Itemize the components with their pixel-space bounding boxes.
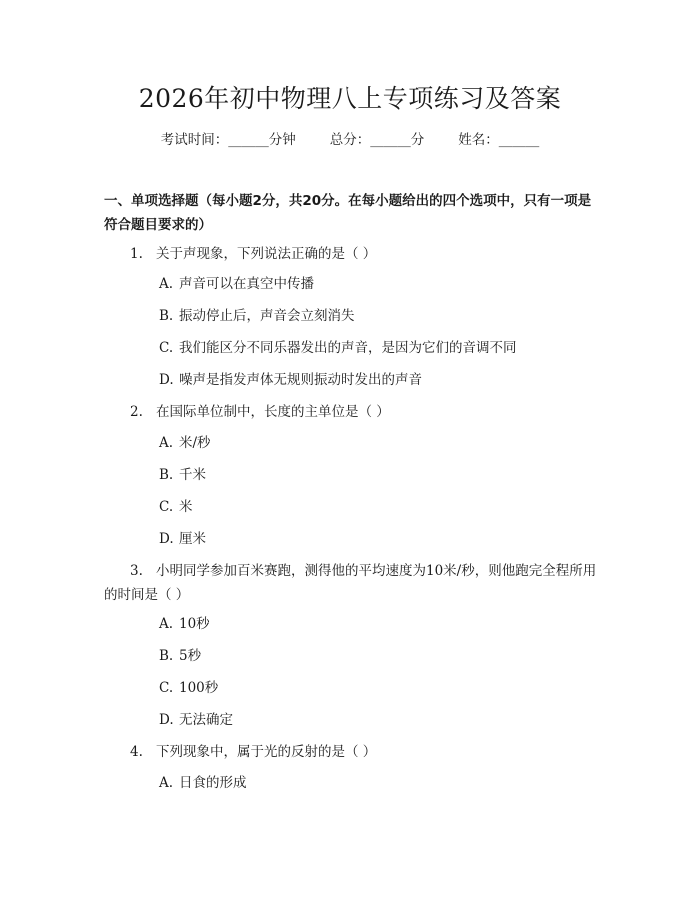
question-2-option-a <box>159 433 211 453</box>
question-text: 关于声现象，下列说法正确的是（ ） <box>156 246 377 262</box>
option-text: 我们能区分不同乐器发出的声音，是因为它们的音调不同 <box>179 340 517 356</box>
question-1-option-b <box>159 306 355 326</box>
page-title: 2026年初中物理八上专项练习及答案 <box>138 84 562 113</box>
question-text: 下列现象中，属于光的反射的是（ ） <box>156 744 377 760</box>
question-text: 小明同学参加百米赛跑，测得他的平均速度为10米/秒，则他跑完全程所用的时间是（ ） <box>104 563 597 603</box>
student-name-field: 姓名：______ <box>458 132 540 148</box>
option-letter: A. <box>159 276 174 292</box>
option-text: 米 <box>179 499 193 515</box>
question-number: 3. <box>130 563 143 579</box>
option-letter: C. <box>159 499 174 515</box>
option-letter: A. <box>159 616 174 632</box>
question-1-option-c <box>159 338 517 358</box>
option-text: 100秒 <box>179 680 219 696</box>
option-letter: A. <box>159 435 174 451</box>
option-letter: C. <box>159 340 174 356</box>
question-2-option-c <box>159 497 193 517</box>
option-text: 米/秒 <box>179 435 211 451</box>
option-letter: B. <box>159 648 174 664</box>
exam-time-field: 考试时间：______分钟 <box>160 132 296 148</box>
question-2-option-d <box>159 529 206 549</box>
option-letter: D. <box>159 712 174 728</box>
question-3-option-d <box>159 710 233 730</box>
option-text: 千米 <box>179 467 206 483</box>
option-letter: D. <box>159 372 174 388</box>
option-text: 5秒 <box>179 648 202 664</box>
section-heading: 一、单项选择题（每小题2分，共20分。在每小题给出的四个选项中，只有一项是符合题目要求的） <box>104 193 592 233</box>
option-text: 日食的形成 <box>179 775 247 791</box>
option-letter: C. <box>159 680 174 696</box>
option-letter: B. <box>159 467 174 483</box>
question-number: 2. <box>130 404 143 420</box>
exam-meta <box>0 130 700 150</box>
option-letter: B. <box>159 308 174 324</box>
question-1-option-a <box>159 274 314 294</box>
option-text: 噪声是指发声体无规则振动时发出的声音 <box>179 372 422 388</box>
option-text: 厘米 <box>179 531 206 547</box>
question-text: 在国际单位制中，长度的主单位是（ ） <box>156 404 390 420</box>
question-3 <box>104 559 602 607</box>
option-text: 10秒 <box>179 616 210 632</box>
option-text: 振动停止后，声音会立刻消失 <box>179 308 355 324</box>
question-2-option-b <box>159 465 206 485</box>
question-3-option-a <box>159 614 210 634</box>
question-number: 1. <box>130 246 143 262</box>
question-1 <box>104 242 602 266</box>
total-score-field: 总分：______分 <box>329 132 425 148</box>
question-3-option-c <box>159 678 218 698</box>
question-1-option-d <box>159 370 422 390</box>
question-4 <box>104 740 602 764</box>
option-text: 无法确定 <box>179 712 233 728</box>
question-number: 4. <box>130 744 143 760</box>
option-letter: A. <box>159 775 174 791</box>
option-text: 声音可以在真空中传播 <box>179 276 314 292</box>
question-3-option-b <box>159 646 201 666</box>
option-letter: D. <box>159 531 174 547</box>
question-2 <box>104 400 602 424</box>
question-4-option-a <box>159 773 247 793</box>
